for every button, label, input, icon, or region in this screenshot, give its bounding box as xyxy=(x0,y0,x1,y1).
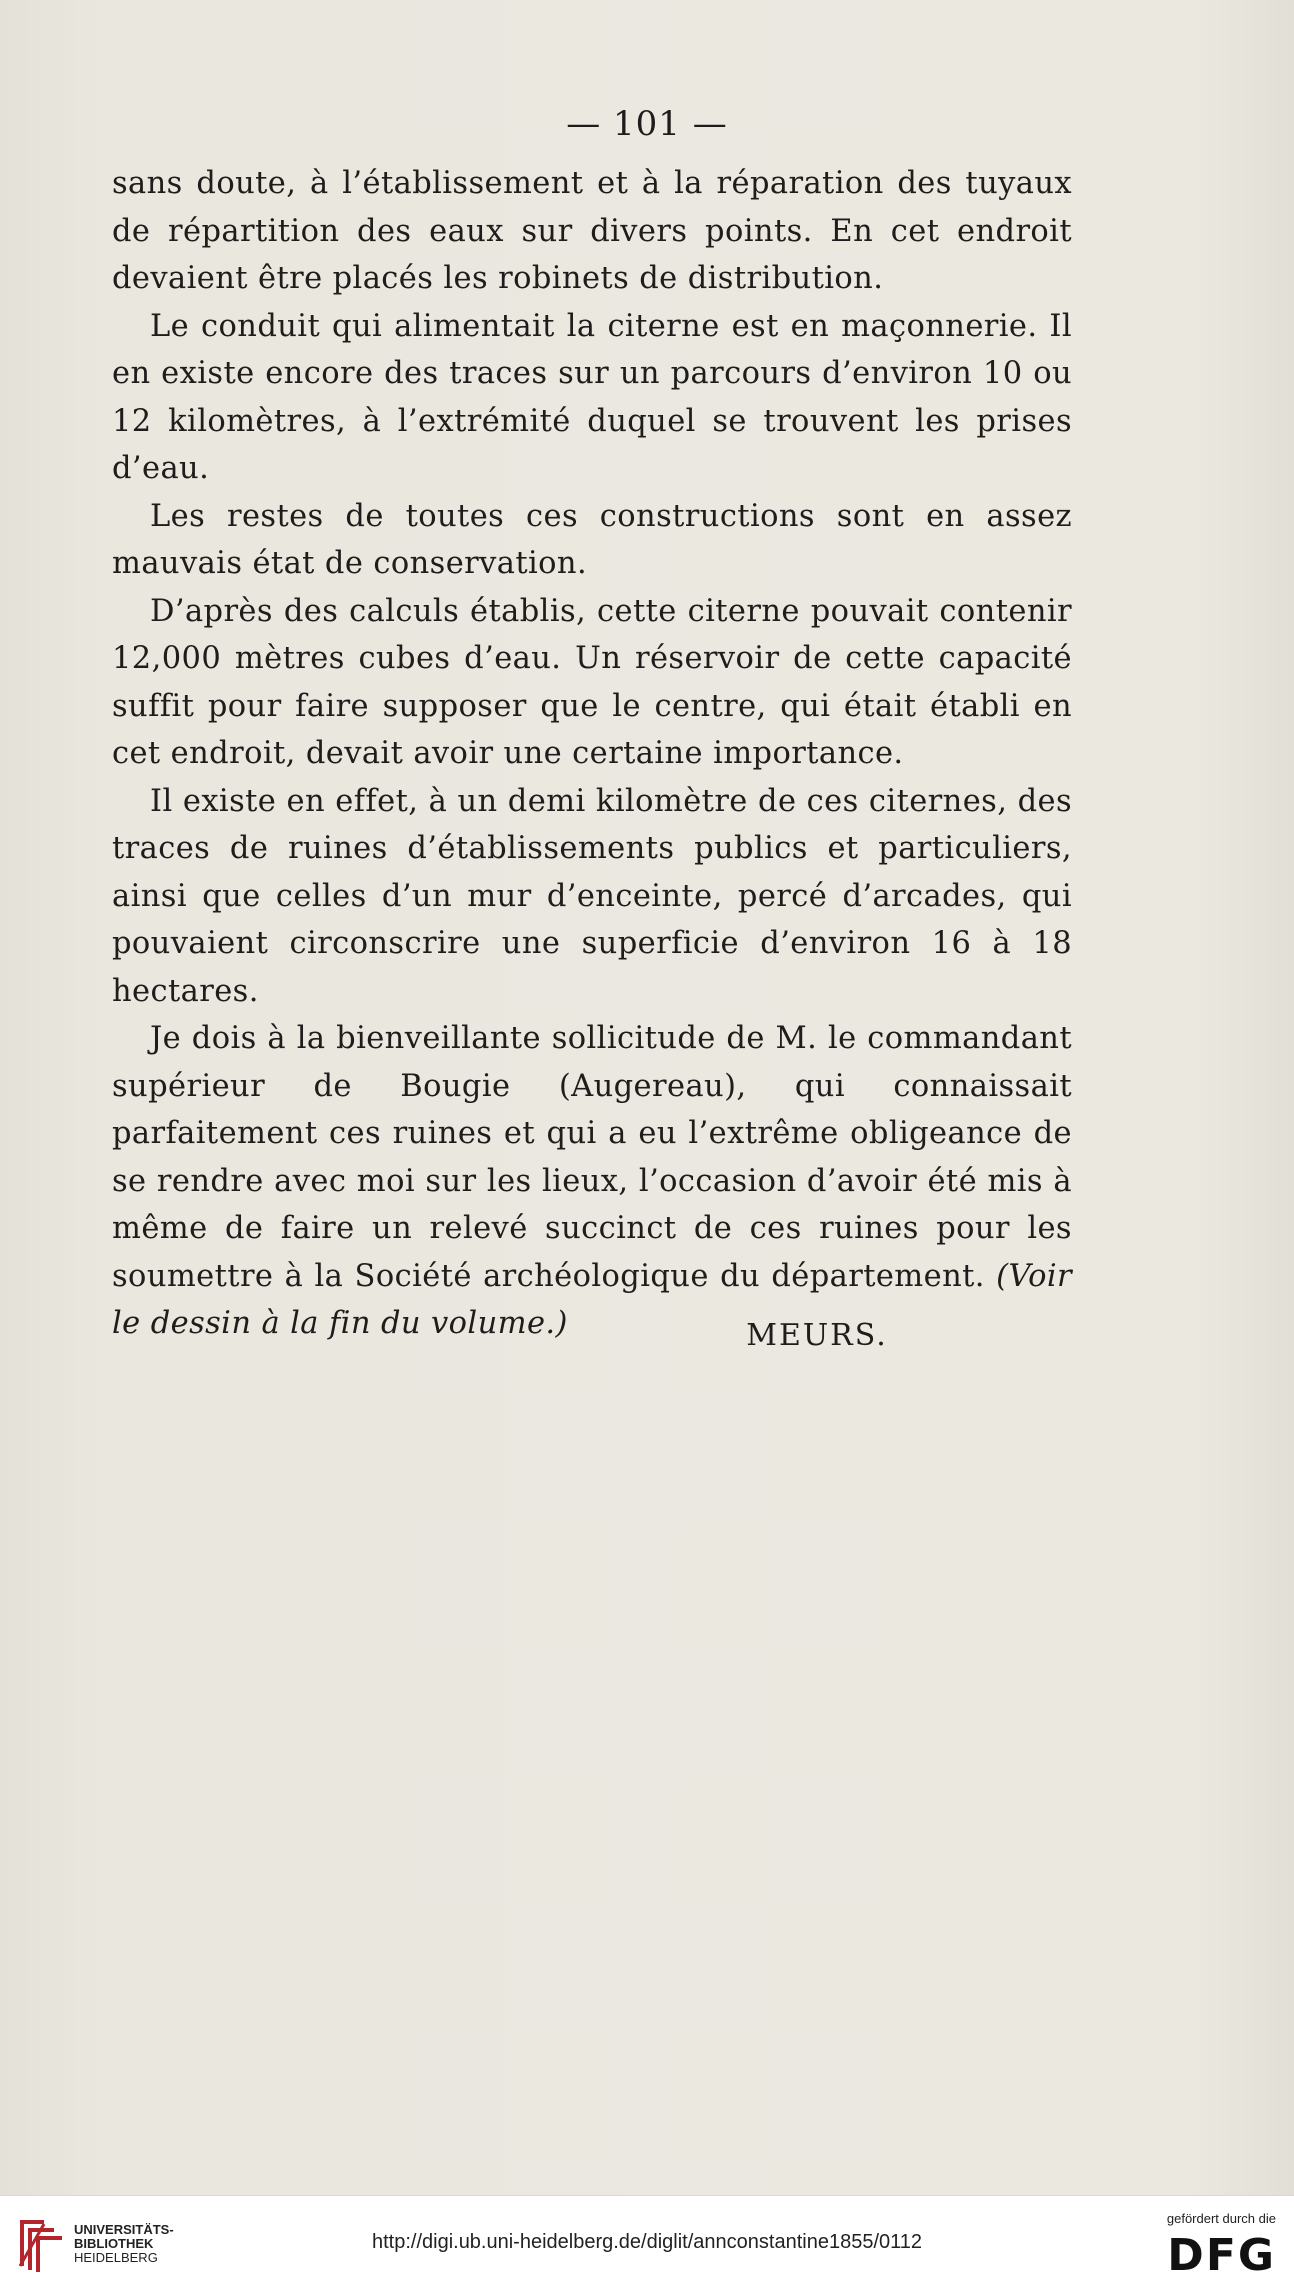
library-name-line: UNIVERSITÄTS- xyxy=(74,2222,174,2237)
funding-note: gefördert durch die xyxy=(1166,2211,1276,2226)
library-name-line: BIBLIOTHEK xyxy=(74,2236,154,2251)
paragraph: Le conduit qui alimentait la citerne est en maçonnerie. Il en existe encore des traces sur un parcours d’environ 10 ou 12 kilomètres, à l’extrémité duquel se trouvent les prises d’eau. xyxy=(112,308,1072,486)
figure-reference: (Voir le dessin à la fin du volume.) xyxy=(112,1258,1072,1341)
footer-bar xyxy=(0,2195,1294,2293)
paragraph-text: Je dois à la bienveillante sollicitude de M. le commandant supérieur de Bougie (Augereau), qui connaissait parfaitement ces ruines et qui a eu l’extrême obligeance de se rendre avec moi sur les lieux, l’occasion d’avoir été mis à même de faire un relevé succinct de ces ruines pour les soumettre à la Société archéologique du département. xyxy=(112,1021,1072,1294)
paragraph: sans doute, à l’établissement et à la réparation des tuyaux de répartition des eaux sur divers points. En cet endroit devaient être placés les robinets de distribution. xyxy=(112,166,1072,296)
paragraph-last xyxy=(112,1015,1072,1348)
permalink[interactable]: http://digi.ub.uni-heidelberg.de/diglit/annconstantine1855/0112 xyxy=(371,2231,923,2253)
library-name-line: HEIDELBERG xyxy=(74,2250,158,2265)
body-text xyxy=(112,160,1072,1348)
paragraph: Les restes de toutes ces constructions sont en assez mauvais état de conservation. xyxy=(112,498,1072,581)
dfg-logo: DFG xyxy=(1167,2230,1276,2281)
page-number: — 101 — xyxy=(566,104,728,144)
paragraph: Il existe en effet, à un demi kilomètre de ces citernes, des traces de ruines d’établissements publics et particuliers, ainsi que celles d’un mur d’enceinte, percé d’arcades, qui pouvaient circonscrire une superficie d’environ 16 à 18 hectares. xyxy=(112,783,1072,1009)
author-signature: MEURS. xyxy=(746,1318,888,1353)
paragraph: D’après des calculs établis, cette citerne pouvait contenir 12,000 mètres cubes d’eau. Un réservoir de cette capacité suffit pour faire supposer que le centre, qui était établi en cet endroit, devait avoir une certaine importance. xyxy=(112,593,1072,771)
